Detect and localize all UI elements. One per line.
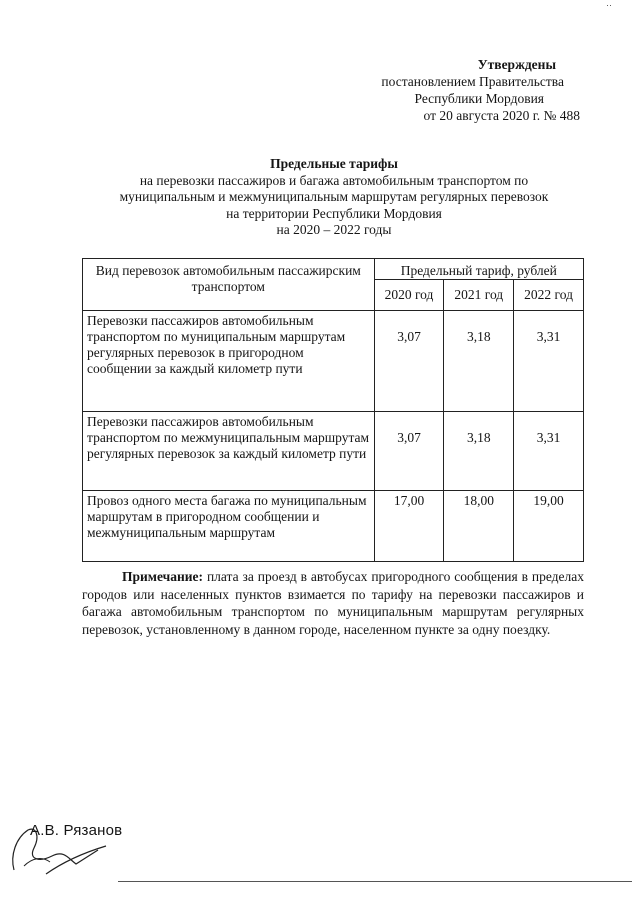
note-text: плата за проезд в автобусах пригородного сообщения в пределах городов или населенных пунктов взимается по тарифу на перевозки пассажиров и багажа автомобильным транспортом по муниципальным маршрутам регулярных перевозок, установленному в данном городе, населенном пункте за одну поездку. — [82, 569, 584, 637]
table-header-row — [83, 259, 584, 280]
margin-mark: ·· — [606, 0, 612, 10]
row-value-2021: 3,18 — [444, 311, 514, 412]
table-row — [83, 311, 584, 412]
header-max-tariff: Предельный тариф, рублей — [374, 259, 583, 280]
document-title-line-1: на перевозки пассажиров и багажа автомобильным транспортом по — [139, 172, 529, 188]
tariff-table — [82, 258, 584, 562]
approval-line-2: Республики Мордовия — [414, 91, 544, 106]
row-value-2020: 17,00 — [374, 491, 444, 562]
approval-line-3: от 20 августа 2020 г. № 488 — [423, 108, 580, 123]
table-row — [83, 412, 584, 491]
header-transport-kind: Вид перевозок автомобильным пассажирским транспортом — [83, 259, 375, 311]
document-title-main: Предельные тарифы — [270, 156, 398, 171]
approval-line-1: постановлением Правительства — [381, 74, 564, 89]
row-value-2022: 3,31 — [514, 412, 584, 491]
header-year-2021: 2021 год — [444, 280, 514, 311]
signature-image — [6, 800, 156, 880]
document-title — [84, 156, 584, 239]
row-value-2021: 3,18 — [444, 412, 514, 491]
row-value-2022: 19,00 — [514, 491, 584, 562]
document-title-line-2: муниципальным и межмуниципальным маршрутам регулярных перевозок — [119, 189, 549, 204]
header-year-2020: 2020 год — [374, 280, 444, 311]
row-value-2020: 3,07 — [374, 412, 444, 491]
table-row — [83, 491, 584, 562]
approval-title: Утверждены — [477, 57, 556, 72]
header-year-2022: 2022 год — [514, 280, 584, 311]
approval-block — [360, 56, 600, 124]
row-value-2021: 18,00 — [444, 491, 514, 562]
row-name: Перевозки пассажиров автомобильным транспортом по межмуниципальным маршрутам регулярных перевозок за каждый километр пути — [83, 412, 375, 491]
bottom-rule — [118, 881, 632, 882]
row-value-2020: 3,07 — [374, 311, 444, 412]
note-paragraph — [82, 568, 584, 638]
document-title-line-3: на территории Республики Мордовия — [226, 205, 442, 221]
document-title-line-4: на 2020 – 2022 годы — [276, 222, 392, 237]
row-name: Перевозки пассажиров автомобильным транспортом по муниципальным маршрутам регулярных перевозок в пригородном сообщении за каждый километр пути — [83, 311, 375, 412]
signer-name: А.В. Рязанов — [30, 822, 123, 839]
row-value-2022: 3,31 — [514, 311, 584, 412]
note-label: Примечание: — [122, 569, 204, 584]
row-name: Провоз одного места багажа по муниципальным маршрутам в пригородном сообщении и межмуниципальным маршрутам — [83, 491, 375, 562]
